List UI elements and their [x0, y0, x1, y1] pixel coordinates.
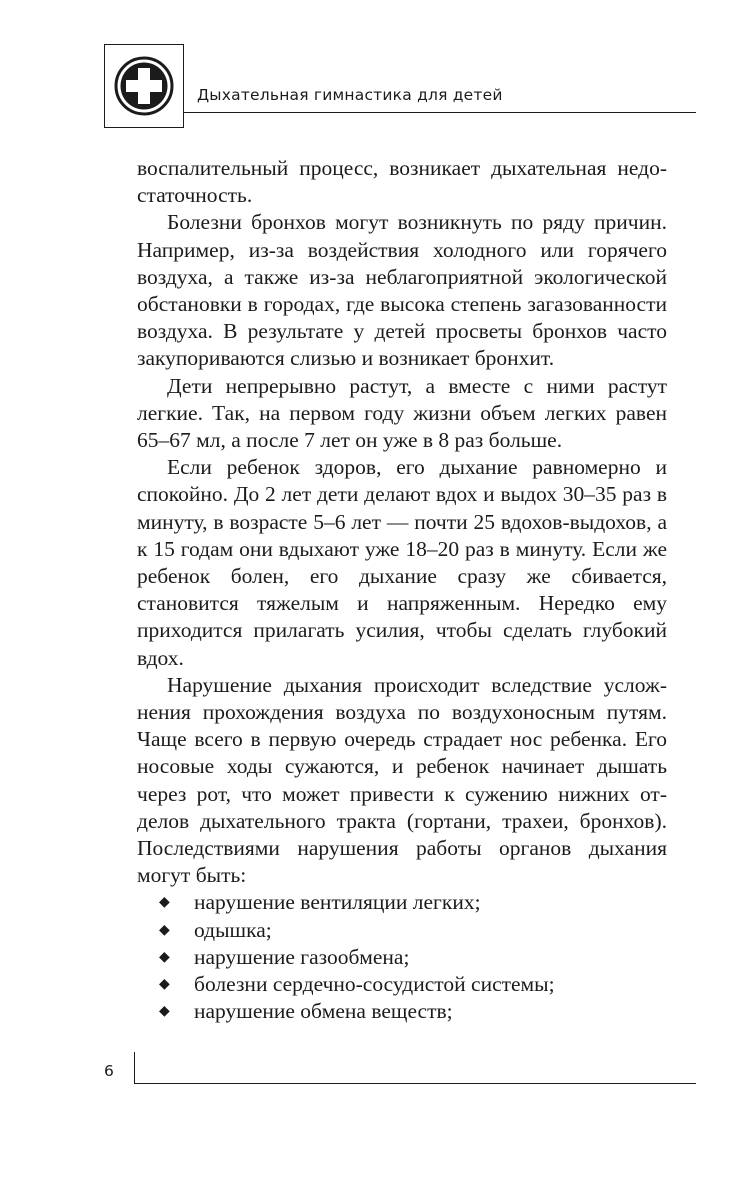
list-item-text: нарушение вентиляции легких; [194, 890, 481, 915]
running-head-title: Дыхательная гимнастика для детей [197, 86, 503, 104]
medical-cross-icon [113, 55, 175, 117]
list-item [137, 971, 667, 998]
list-item [137, 917, 667, 944]
list-item [137, 944, 667, 971]
list-item [137, 889, 667, 916]
paragraph: Дети непрерывно растут, а вместе с ними растут легкие. Так, на первом году жизни объем легких равен 65–67 мл, а после 7 лет он уже в 8 раз больше. [137, 373, 667, 453]
list-item-text: нарушение газообмена; [194, 944, 410, 969]
page-number: 6 [104, 1062, 114, 1080]
bullet-diamond-icon: ◆ [159, 895, 170, 911]
paragraph: воспалительный процесс, возникает дыхательная недостаточность. [137, 156, 667, 208]
header-rule [184, 112, 696, 113]
list-item-text: болезни сердечно-сосудистой системы; [194, 972, 555, 997]
footer-divider [134, 1052, 135, 1083]
consequences-list [137, 889, 667, 1025]
footer-rule [134, 1083, 696, 1084]
list-item [137, 998, 667, 1025]
bullet-diamond-icon: ◆ [159, 949, 170, 965]
header-logo-box [104, 44, 184, 128]
list-item-text: одышка; [194, 917, 272, 942]
list-item-text: нарушение обмена веществ; [194, 999, 453, 1024]
paragraph: Нарушение дыхания происходит вследствие усложнения прохождения воздуха по воздухоносным путям. Чаще всего в первую очередь страдает нос ребенка. Его носовые ходы сужаются, и ребенок начинает дышать через рот, что может привести к сужению нижних отделов дыхательного тракта (гортани, трахеи, бронхов). Последствиями нарушения работы органов дыхания могут быть: [137, 672, 667, 888]
paragraph: Болезни бронхов могут возникнуть по ряду причин. Например, из-за воздействия холодного или горячего воздуха, а также из-за неблагоприятной экологической обстановки в городах, где высока степень загазованности воздуха. В результате у детей просветы бронхов часто закупориваются слизью и возникает бронхит. [137, 210, 667, 371]
body-text [137, 155, 667, 1026]
paragraph: Если ребенок здоров, его дыхание равномерно и спокойно. До 2 лет дети делают вдох и выдох 30–35 раз в минуту, в возрасте 5–6 лет — почти 25 вдохов-выдохов, а к 15 годам они вдыхают уже 18–20 раз в минуту. Если же ребенок болен, его дыхание сразу же сбивается, становится тяжелым и напряженным. Нередко ему приходится прилагать усилия, чтобы сделать глубокий вдох. [137, 455, 667, 670]
bullet-diamond-icon: ◆ [159, 922, 170, 938]
bullet-diamond-icon: ◆ [159, 977, 170, 993]
bullet-diamond-icon: ◆ [159, 1004, 170, 1020]
